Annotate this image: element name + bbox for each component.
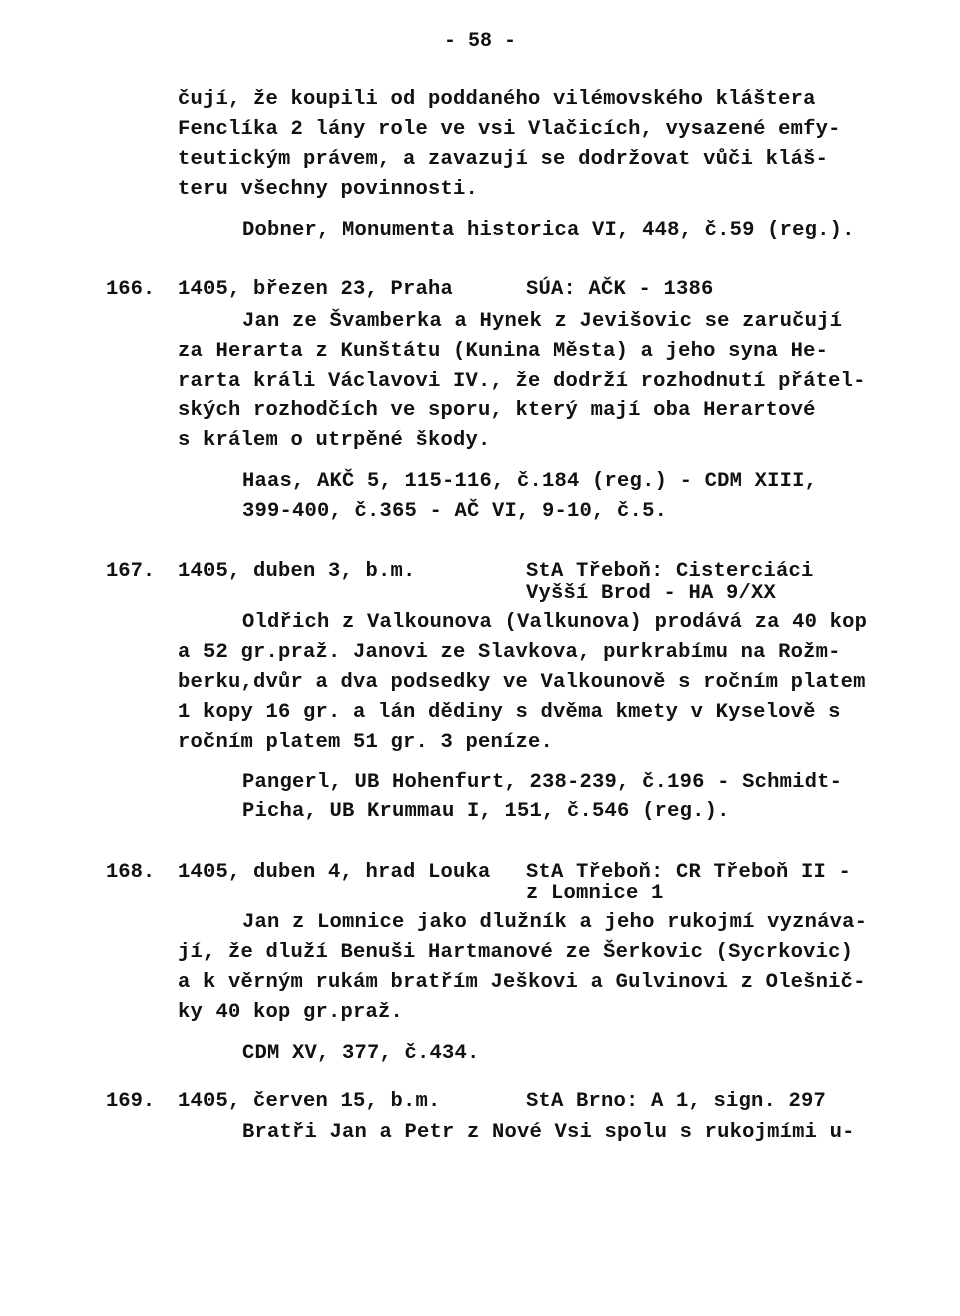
entry-date-place: 1405, červen 15, b.m. [178, 1090, 441, 1113]
entry-number: 166. [106, 278, 156, 301]
entry-number: 168. [106, 861, 156, 884]
entry-date-place: 1405, duben 4, hrad Louka [178, 861, 491, 884]
entry-body-line: ročním platem 51 gr. 3 peníze. [178, 731, 554, 754]
entry-body-line: Jan z Lomnice jako dlužník a jeho rukojmí vyznáva- [242, 911, 868, 934]
intro-line: Fenclíka 2 lány role ve vsi Vlačicích, vysazené emfy- [178, 118, 841, 141]
intro-citation: Dobner, Monumenta historica VI, 448, č.59 (reg.). [242, 219, 855, 242]
entry-archive: Vyšší Brod - HA 9/XX [526, 582, 777, 605]
page-number: - 58 - [443, 30, 516, 53]
entry-archive: z Lomnice 1 [526, 882, 664, 905]
entry-body-line: ských rozhodčích ve sporu, který mají oba Herartové [178, 399, 816, 422]
entry-citation-line: 399-400, č.365 - AČ VI, 9-10, č.5. [242, 500, 668, 523]
entry-body-line: s králem o utrpěné škody. [178, 429, 491, 452]
entry-body-line: a k věrným rukám bratřím Ješkovi a Gulvinovi z Olešnič- [178, 971, 866, 994]
entry-body-line: jí, že dluží Benuši Hartmanové ze Šerkovic (Sycrkovic) [178, 941, 854, 964]
entry-body-line: Bratři Jan a Petr z Nové Vsi spolu s rukojmími u- [242, 1121, 855, 1144]
entry-body-line: berku,dvůr a dva podsedky ve Valkounově s ročním platem [178, 671, 866, 694]
entry-body-line: Jan ze Švamberka a Hynek z Jevišovic se zaručují [242, 310, 843, 333]
entry-number: 167. [106, 560, 156, 583]
entry-body-line: 1 kopy 16 gr. a lán dědiny s dvěma kmety v Kyselově s [178, 701, 841, 724]
entry-body-line: za Herarta z Kunštátu (Kunina Města) a jeho syna He- [178, 340, 829, 363]
entry-citation-line: CDM XV, 377, č.434. [242, 1042, 480, 1065]
entry-citation-line: Pangerl, UB Hohenfurt, 238-239, č.196 - Schmidt- [242, 771, 843, 794]
entry-body-line: rarta králi Václavovi IV., že dodrží rozhodnutí přátel- [178, 370, 866, 393]
entry-citation-line: Haas, AKČ 5, 115-116, č.184 (reg.) - CDM XIII, [242, 470, 818, 493]
entry-date-place: 1405, duben 3, b.m. [178, 560, 416, 583]
intro-line: teutickým právem, a zavazují se dodržovat vůči kláš- [178, 148, 829, 171]
entry-archive: StA Brno: A 1, sign. 297 [526, 1090, 827, 1113]
entry-archive: SÚA: AČK - 1386 [526, 278, 714, 301]
intro-line: čují, že koupili od poddaného vilémovského kláštera [178, 88, 816, 111]
entry-citation-line: Picha, UB Krummau I, 151, č.546 (reg.). [242, 800, 730, 823]
entry-archive: StA Třeboň: CR Třeboň II - [526, 861, 852, 884]
intro-line: teru všechny povinnosti. [178, 178, 479, 201]
entry-number: 169. [106, 1090, 156, 1113]
entry-body-line: a 52 gr.praž. Janovi ze Slavkova, purkrabímu na Rožm- [178, 641, 841, 664]
entry-date-place: 1405, březen 23, Praha [178, 278, 454, 301]
entry-archive: StA Třeboň: Cisterciáci [526, 560, 814, 583]
entry-body-line: Oldřich z Valkounova (Valkunova) prodává za 40 kop [242, 611, 868, 634]
entry-body-line: ky 40 kop gr.praž. [178, 1001, 404, 1024]
